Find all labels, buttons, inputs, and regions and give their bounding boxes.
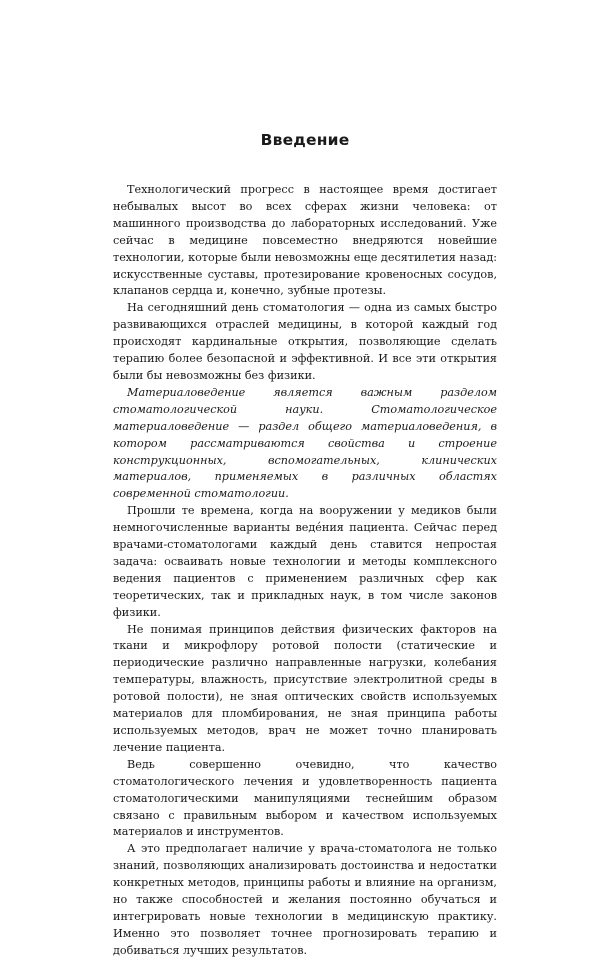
paragraph-4: Прошли те времена, когда на вооружении у медиков были немногочисленные варианты ведéния пациента. Сейчас перед врачами-стоматологами каждый день ставится непростая задача: осваивать новые технологии и методы комплексного ведения пациентов с применением различных сфер как теоретических, так и прикладных наук, в том числе законов физики. [113, 504, 497, 619]
page-body [113, 182, 497, 960]
page-title: Введение [260, 131, 350, 149]
paragraph-5: Не понимая принципов действия физических факторов на ткани и микрофлору ротовой полости (статические и периодические различно направленные нагрузки, колебания температуры, влажность, присутствие электролитной среды в ротовой полости), не зная оптических свойств используемых материалов для пломбирования, не зная принципа работы используемых методов, врач не может точно планировать лечение пациента. [113, 622, 497, 754]
paragraph-1: Технологический прогресс в настоящее время достигает небывалых высот во всех сферах жизни человека: от машинного производства до лабораторных исследований. Уже сейчас в медицине повсеместно внедряются новейшие технологии, которые были невозможны еще десятилетия назад: искусственные суставы, протезирование кровеносных сосудов, клапанов сердца и, конечно, зубные протезы. [113, 183, 497, 298]
paragraph-7: А это предполагает наличие у врача-стоматолога не только знаний, позволяющих анализировать достоинства и недостатки конкретных методов, принципы работы и влияние на организм, но также способностей и желания постоянно обучаться и интегрировать новые технологии в медицинскую практику. Именно это позволяет точнее прогнозировать терапию и добиваться лучших результатов. [113, 842, 497, 957]
paragraph-2: На сегодняшний день стоматология — одна из самых быстро развивающихся отраслей медицины, в которой каждый год происходят кардинальные открытия, позволяющие сделать терапию более безопасной и эффективной. И все эти открытия были бы невозможны без физики. [113, 301, 497, 382]
paragraph-3-italic-definition: Материаловедение является важным разделом стоматологической науки. Стоматологическое материаловедение — раздел общего материаловедения, в котором рассматриваются свойства и строение конструкционных, вспомогательных, клинических материалов, применяемых в различных областях современной стоматологии. [113, 385, 497, 501]
paragraph-6: Ведь совершенно очевидно, что качество стоматологического лечения и удовлетворенность пациента стоматологическими манипуляциями теснейшим образом связано с правильным выбором и качеством используемых материалов и инструментов. [113, 757, 497, 839]
book-page [113, 0, 497, 957]
